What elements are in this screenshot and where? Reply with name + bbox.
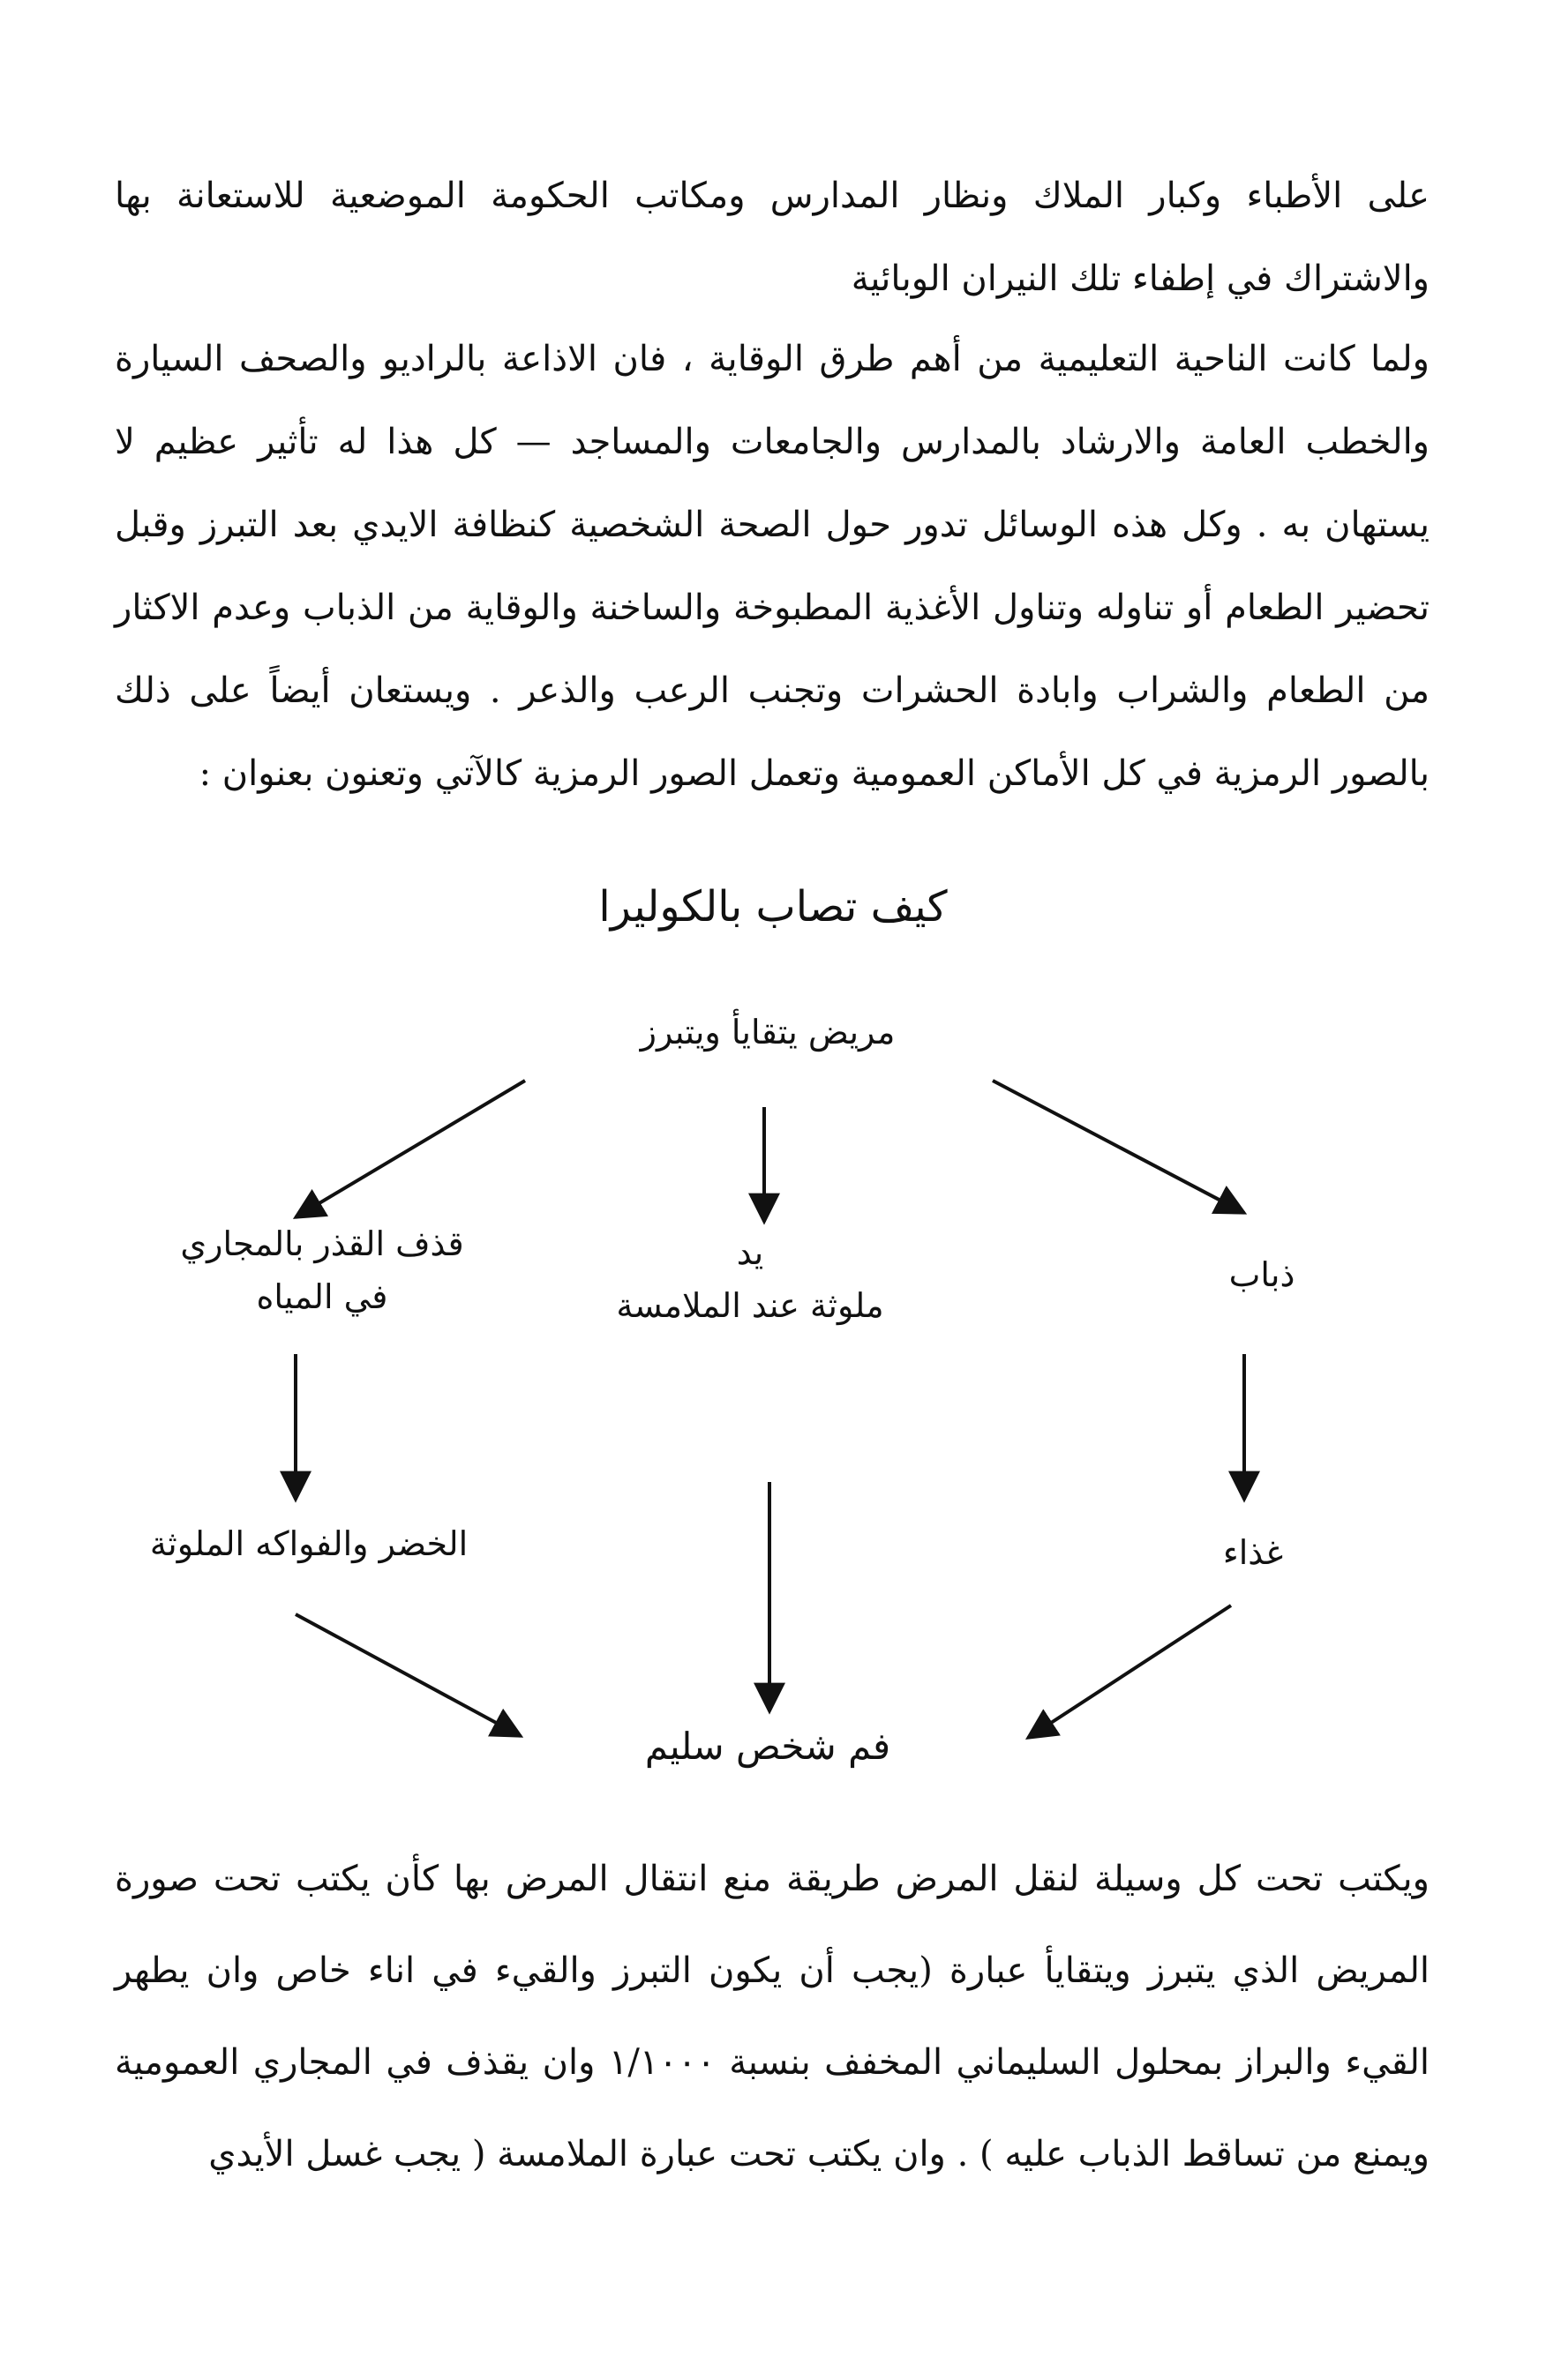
node-fly: ذباب — [1228, 1255, 1295, 1294]
node-vegetables-fruit: الخضر والفواكه الملوثة — [149, 1524, 469, 1563]
paragraph-intro: على الأطباء وكبار الملاك ونظار المدارس ومكاتب الحكومة الموضعية للاستعانة بها والاشتراك في إطفاء تلك النيران الوبائية — [115, 176, 1430, 299]
arrow-veg-to-healthy — [296, 1614, 521, 1736]
node-sick-patient: مريض يتقايأ ويتبرز — [640, 1013, 896, 1052]
arrow-patient-to-dirt — [296, 1081, 525, 1217]
node-healthy-mouth: فم شخص سليم — [644, 1725, 891, 1768]
arrow-patient-to-fly — [993, 1081, 1244, 1213]
node-food: غذاء — [1222, 1533, 1284, 1572]
paragraph-instructions: ويكتب تحت كل وسيلة لنقل المرض طريقة منع انتقال المرض بها كأن يكتب تحت صورة المريض الذي يتبرز ويتقايأ عبارة (يجب أن يكون التبرز والقيء في اناء خاص وان يطهر القيء والبراز بمحلول السليماني المخفف بنسبة ١/١٠٠٠ وان يقذف في المجاري العمومية ويمنع من تساقط الذباب عليه ) . وان يكتب تحت عبارة الملامسة ( يجب غسل الأيدي — [115, 1859, 1430, 2174]
paragraph-education: ولما كانت الناحية التعليمية من أهم طرق الوقاية ، فان الاذاعة بالراديو والصحف السيارة والخطب العامة والارشاد بالمدارس والجامعات والمساجد — كل هذا له تأثير عظيم لا يستهان به . وكل هذه الوسائل تدور حول الصحة الشخصية كنظافة الايدي بعد التبرز وقبل تحضير الطعام أو تناوله وتناول الأغذية المطبوخة والساخنة والوقاية من الذباب وعدم الاكثار من الطعام والشراب وابادة الحشرات وتجنب الرعب والذعر . ويستعان أيضاً على ذلك بالصور الرمزية في كل الأماكن العمومية وتعمل الصور الرمزية كالآتي وتعنون بعنوان : — [115, 339, 1430, 794]
diagram-title: كيف تصاب بالكوليرا — [598, 882, 948, 932]
arrow-food-to-healthy — [1028, 1605, 1231, 1738]
node-contaminated-hand: يد ملوثة عند الملامسة — [616, 1233, 884, 1325]
node-sewage-water: قذف القذر بالمجاري في المياه — [180, 1224, 464, 1316]
